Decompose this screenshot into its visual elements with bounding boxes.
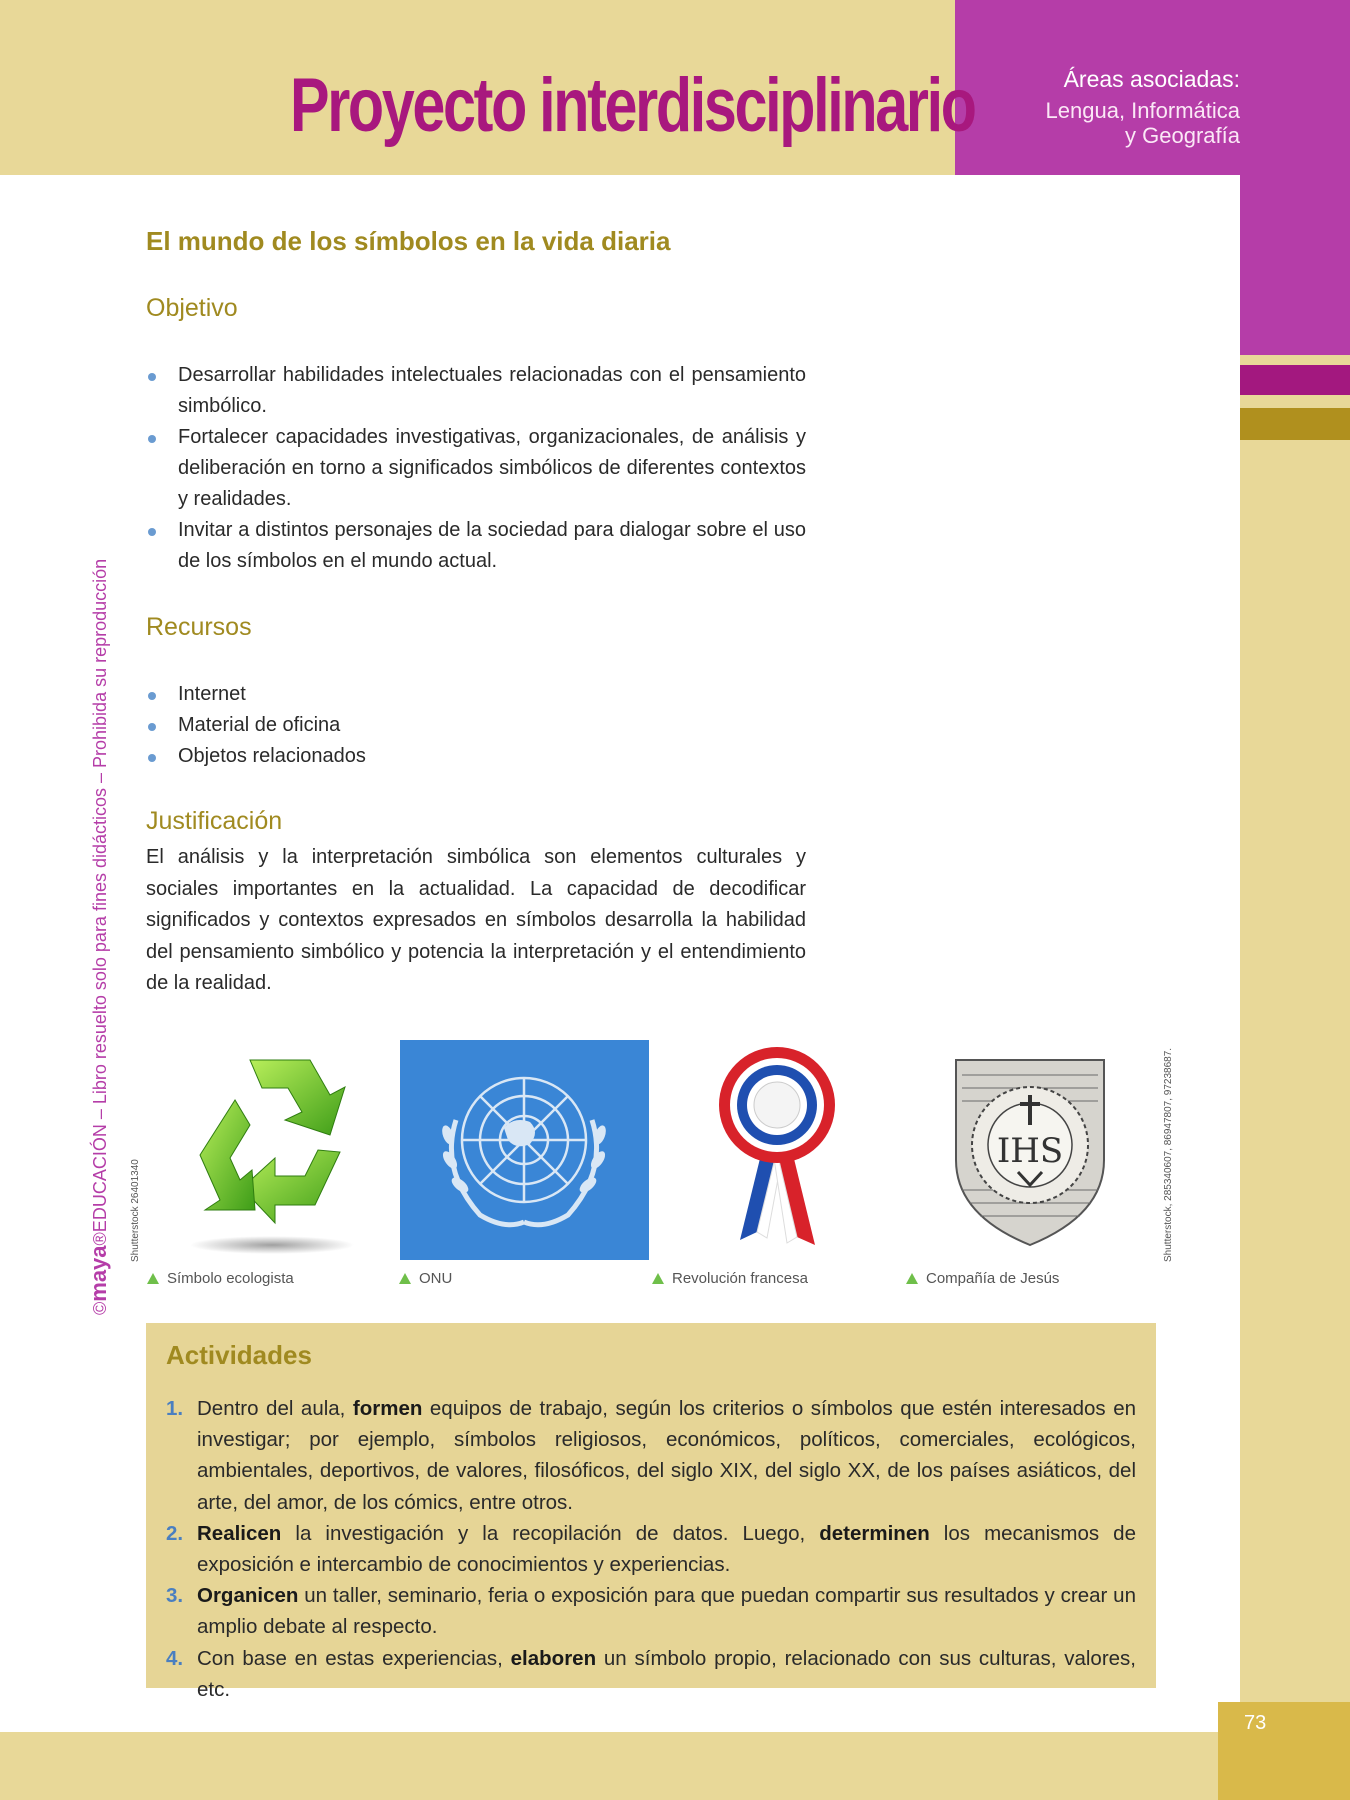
registered-mark: ® [90, 1232, 110, 1246]
caption-text: Revolución francesa [672, 1270, 808, 1287]
item-text: un taller, seminario, feria o exposición para que puedan compartir sus resultados y crear un amplio debate al respecto. [197, 1584, 1136, 1639]
objetivo-heading: Objetivo [146, 294, 238, 322]
list-item: Objetos relacionados [146, 741, 806, 772]
cockade-icon [715, 1040, 840, 1260]
copyright-text: EDUCACIÓN – Libro resuelto solo para fines didácticos – Prohibida su reproducción [90, 558, 110, 1233]
caption-text: Símbolo ecologista [167, 1270, 294, 1287]
right-stripe-gold [1240, 408, 1350, 440]
list-item [166, 1580, 1136, 1642]
caption-text: ONU [419, 1270, 453, 1287]
page-number-box [1218, 1702, 1350, 1800]
item-verb: determinen [819, 1521, 930, 1545]
item-verb: elaboren [510, 1646, 597, 1670]
un-emblem-icon [400, 1040, 649, 1260]
item-text: equipos de trabajo, según los criterios o símbolos que estén interesados en investigar; por ejemplo, símbolos religiosos, económicos, políticos, comerciales, ecológicos, ambientales, deportivos, de valores, filosóficos, del siglo XIX, del siglo XX, de los países asiáticos, del arte, del amor, de los cómics, entre otros. [197, 1397, 1136, 1514]
justificacion-text: El análisis y la interpretación simbólica son elementos culturales y sociales importantes en la actualidad. La capacidad de decodificar significados y contextos expresados en símbolos desarrolla la habilidad del pensamiento simbólico y potencia la interpretación y el entendimiento de la realidad. [146, 846, 806, 994]
un-flag-image [400, 1040, 649, 1260]
item-number: 2. [166, 1521, 184, 1545]
item-number: 4. [166, 1646, 184, 1670]
item-number: 1. [166, 1397, 184, 1420]
list-item: Invitar a distintos personajes de la sociedad para dialogar sobre el uso de los símbolos en el mundo actual. [146, 515, 806, 577]
side-copyright [86, 559, 112, 1315]
objetivo-list [146, 360, 806, 577]
item-text: un símbolo propio, relacionado con sus culturas, valores, etc. [197, 1646, 1136, 1701]
page-title: Proyecto interdisciplinario [290, 63, 975, 148]
section-subtitle: El mundo de los símbolos en la vida diaria [146, 226, 671, 256]
list-item: Internet [146, 679, 806, 710]
item-text: los mecanismos de exposición e intercambio de conocimientos y experiencias. [197, 1521, 1136, 1577]
areas-line-2: y Geografía [1125, 123, 1240, 148]
areas-value [980, 98, 1240, 148]
list-item: Fortalecer capacidades investigativas, organizacionales, de análisis y deliberación en torno a significados simbólicos de diferentes contextos y realidades. [146, 422, 806, 515]
recycle-symbol-image [180, 1040, 365, 1260]
cockade-image [715, 1040, 840, 1260]
caption-compania [906, 1270, 1059, 1287]
list-item [166, 1393, 1136, 1518]
triangle-icon [906, 1273, 918, 1284]
triangle-icon [147, 1273, 159, 1284]
recursos-heading: Recursos [146, 613, 252, 641]
right-margin-accent [1240, 175, 1350, 355]
triangle-icon [652, 1273, 664, 1284]
page-number: 73 [1244, 1712, 1267, 1734]
seal-monogram: IHS [996, 1131, 1064, 1171]
list-item: Desarrollar habilidades intelectuales relacionadas con el pensamiento simbólico. [146, 360, 806, 422]
list-item [166, 1518, 1136, 1580]
item-verb: Realicen [197, 1521, 282, 1545]
brand-logo: maya [86, 1245, 111, 1302]
footer-band [0, 1732, 1350, 1800]
areas-label: Áreas asociadas: [1063, 66, 1240, 92]
item-text: Con base en estas experiencias, [197, 1646, 511, 1670]
jesuit-seal-icon [950, 1040, 1110, 1260]
actividades-list [166, 1393, 1136, 1705]
item-text: Dentro del aula, [197, 1397, 353, 1420]
caption-recycle [147, 1270, 294, 1287]
caption-text: Compañía de Jesús [926, 1270, 1060, 1287]
item-number: 3. [166, 1584, 184, 1608]
item-verb: formen [352, 1397, 423, 1420]
justificacion-heading: Justificación [146, 807, 283, 835]
item-text: la investigación y la recopilación de datos. Luego, [281, 1521, 820, 1545]
photo-credit-left: Shutterstock 26401340 [130, 1159, 141, 1262]
photo-credit-right: Shutterstock, 285340607, 86947807, 97238687. [1163, 1047, 1174, 1262]
actividades-box [146, 1323, 1156, 1701]
caption-onu [399, 1270, 452, 1287]
list-item: Material de oficina [146, 710, 806, 741]
right-stripe-magenta [1240, 365, 1350, 395]
actividades-heading: Actividades [166, 1340, 312, 1370]
recursos-list [146, 679, 806, 772]
item-verb: Organicen [197, 1584, 299, 1608]
caption-revolucion [652, 1270, 808, 1287]
triangle-icon [399, 1273, 411, 1284]
jesuit-seal-image [950, 1040, 1110, 1260]
list-item [166, 1643, 1136, 1705]
areas-line-1: Lengua, Informática [1045, 98, 1240, 123]
copyright-symbol: © [90, 1301, 110, 1315]
recycle-icon [180, 1040, 365, 1260]
